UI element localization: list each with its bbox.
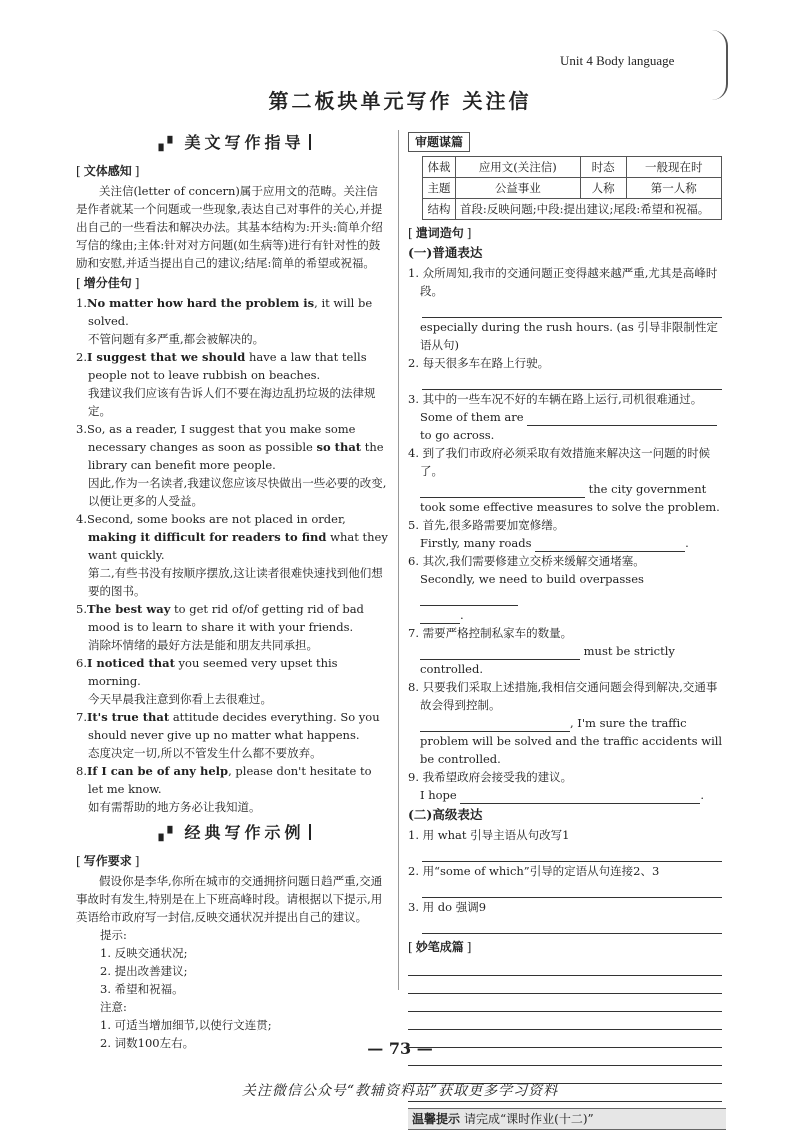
table-cell: 一般现在时 bbox=[626, 157, 721, 178]
sentence-item: 4.Second, some books are not placed in order, making it difficult for readers to find what they want quickly. bbox=[76, 512, 388, 562]
advanced-prompt: 1. 用 what 引导主语从句改写1 bbox=[408, 828, 570, 842]
exercise-prompt: 3. 其中的一些车况不好的车辆在路上运行,司机很难通过。 bbox=[408, 392, 703, 406]
sentence-item: 1.No matter how hard the problem is, it will be solved. bbox=[76, 296, 373, 328]
footer-watermark: 关注微信公众号“教辅资料站”获取更多学习资料 bbox=[241, 1083, 559, 1099]
tip-bar bbox=[408, 1108, 726, 1130]
exercise-line: Some of them are bbox=[408, 408, 726, 426]
analysis-table bbox=[422, 156, 722, 220]
table-row bbox=[423, 157, 722, 178]
note-item: 1. 可适当增加细节,以使行文连贯; bbox=[100, 1018, 272, 1032]
exercise-line: I hope . bbox=[420, 788, 705, 802]
exercise-prompt: 4. 到了我们市政府必须采取有效措施来解决这一问题的时候了。 bbox=[408, 446, 711, 478]
table-cell: 公益事业 bbox=[455, 178, 580, 199]
style-tag: [ 文体感知 ] bbox=[76, 162, 388, 180]
table-row bbox=[423, 178, 722, 199]
exercise-prompt: 5. 首先,很多路需要加宽修缮。 bbox=[408, 518, 565, 532]
requirement-tag: [ 写作要求 ] bbox=[76, 852, 388, 870]
exercise-prompt: 2. 每天很多车在路上行驶。 bbox=[408, 356, 550, 370]
sentence-item: 8.If I can be of any help, please don't hesitate to let me know. bbox=[76, 764, 372, 796]
table-row bbox=[423, 199, 722, 220]
essay-line[interactable] bbox=[408, 1012, 722, 1030]
page-edge-brace bbox=[712, 30, 728, 100]
sentence-translation: 今天早晨我注意到你看上去很难过。 bbox=[88, 692, 272, 706]
table-cell: 应用文(关注信) bbox=[455, 157, 580, 178]
page-number: — 73 — bbox=[367, 1039, 433, 1058]
table-cell: 人称 bbox=[580, 178, 626, 199]
page-title: 第二板块单元写作 关注信 bbox=[268, 89, 532, 113]
answer-blank[interactable] bbox=[535, 539, 685, 552]
exercise-line: , I'm sure the traffic problem will be solved and the traffic accidents will be controlled. bbox=[420, 716, 723, 766]
sentence-translation: 第二,有些书没有按顺序摆放,这让读者很难快速找到他们想要的图书。 bbox=[88, 566, 383, 598]
guide-heading: ▗▘ 美文写作指导 bbox=[76, 134, 388, 154]
sentence-translation: 如有需帮助的地方务必让我知道。 bbox=[88, 800, 261, 814]
style-text: 关注信(letter of concern)属于应用文的范畴。关注信是作者就某一个问题或一些现象,表达自己对事件的关心,并提出自己的一些看法和解决办法。其基本结构为:开头:简单介绍写信的缘由;主体:针对对方问题(如生病等)进行有针对性的鼓励和安慰,并适当提出自己的建议;结尾:简单的希望或祝福。 bbox=[76, 184, 383, 270]
plan-tag: 审题谋篇 bbox=[408, 132, 470, 152]
tip-label: 温馨提示 bbox=[412, 1112, 461, 1126]
answer-blank[interactable] bbox=[422, 300, 722, 318]
exercise-prompt: 8. 只要我们采取上述措施,我相信交通问题会得到解决,交通事故会得到控制。 bbox=[408, 680, 718, 712]
example-heading: ▗▘ 经典写作示例 bbox=[76, 824, 388, 844]
bookmark-icon: ▗▘ bbox=[153, 827, 182, 842]
normal-title: (一)普通表达 bbox=[408, 245, 483, 260]
answer-blank[interactable] bbox=[527, 413, 717, 426]
hint-item: 3. 希望和祝福。 bbox=[100, 982, 184, 996]
unit-header: Unit 4 Body language bbox=[560, 53, 675, 68]
exercise-line: Secondly, we need to build overpasses bbox=[408, 570, 726, 606]
right-column bbox=[408, 130, 726, 1130]
bookmark-icon: ▗▘ bbox=[153, 137, 182, 152]
hint-item: 2. 提出改善建议; bbox=[100, 964, 188, 978]
note-label: 注意: bbox=[100, 1000, 127, 1014]
tip-text: 请完成“课时作业(十二)” bbox=[464, 1112, 594, 1126]
answer-blank[interactable] bbox=[422, 916, 722, 934]
sentence-item: 5.The best way to get rid of/of getting rid of bad mood is to learn to share it with your friends. bbox=[76, 602, 364, 634]
essay-tag: [ 妙笔成篇 ] bbox=[408, 938, 726, 956]
sentence-item: 7.It's true that attitude decides everything. So you should never give up no matter what happens. bbox=[76, 710, 380, 742]
sentence-translation: 消除坏情绪的最好方法是能和朋友共同承担。 bbox=[88, 638, 318, 652]
words-tag: [ 遣词造句 ] bbox=[408, 224, 726, 242]
exercise-prompt: 1. 众所周知,我市的交通问题正变得越来越严重,尤其是高峰时段。 bbox=[408, 266, 718, 298]
sentence-list bbox=[76, 294, 388, 816]
table-cell: 时态 bbox=[580, 157, 626, 178]
table-cell: 结构 bbox=[423, 199, 456, 220]
note-item: 2. 词数100左右。 bbox=[100, 1036, 195, 1050]
answer-blank[interactable] bbox=[420, 593, 518, 606]
table-cell: 首段:反映问题;中段:提出建议;尾段:希望和祝福。 bbox=[455, 199, 721, 220]
sentence-translation: 不管问题有多严重,都会被解决的。 bbox=[88, 332, 265, 346]
sentences-tag: [ 增分佳句 ] bbox=[76, 274, 388, 292]
advanced-title: (二)高级表达 bbox=[408, 807, 483, 822]
exercise-line: the city government took some effective measures to solve the problem. bbox=[420, 482, 720, 514]
answer-blank[interactable] bbox=[420, 647, 580, 660]
exercise-line: . bbox=[408, 606, 726, 624]
exercise-english: to go across. bbox=[420, 428, 495, 442]
sentence-item: 3.So, as a reader, I suggest that you make some necessary changes as soon as possible so that the library can benefit more people. bbox=[76, 422, 384, 472]
requirement-text: 假设你是李华,你所在城市的交通拥挤问题日趋严重,交通事故时有发生,特别是在上下班高峰时段。请根据以下提示,用英语给市政府写一封信,反映交通状况并提出自己的建议。 bbox=[76, 874, 383, 924]
sentence-translation: 态度决定一切,所以不管发生什么都不要放弃。 bbox=[88, 746, 322, 760]
hint-label: 提示: bbox=[100, 928, 127, 942]
left-column bbox=[76, 130, 388, 1052]
essay-line[interactable] bbox=[408, 958, 722, 976]
exercise-prompt: 7. 需要严格控制私家车的数量。 bbox=[408, 626, 573, 640]
advanced-prompt: 2. 用“some of which”引导的定语从句连接2、3 bbox=[408, 864, 660, 878]
answer-blank[interactable] bbox=[420, 719, 570, 732]
table-cell: 主题 bbox=[423, 178, 456, 199]
table-cell: 体裁 bbox=[423, 157, 456, 178]
sentence-item: 2.I suggest that we should have a law that tells people not to leave rubbish on beaches. bbox=[76, 350, 367, 382]
hint-item: 1. 反映交通状况; bbox=[100, 946, 188, 960]
sentence-translation: 我建议我们应该有告诉人们不要在海边乱扔垃圾的法律规定。 bbox=[88, 386, 376, 418]
answer-blank[interactable] bbox=[422, 372, 722, 390]
essay-line[interactable] bbox=[408, 976, 722, 994]
answer-blank[interactable] bbox=[422, 844, 722, 862]
exercise-line: Firstly, many roads . bbox=[420, 536, 689, 550]
exercise-prompt: 6. 其次,我们需要修建立交桥来缓解交通堵塞。 bbox=[408, 554, 645, 568]
sentence-translation: 因此,作为一名读者,我建议您应该尽快做出一些必要的改变,以便让更多的人受益。 bbox=[88, 476, 387, 508]
answer-blank[interactable] bbox=[420, 611, 460, 624]
table-cell: 第一人称 bbox=[626, 178, 721, 199]
sentence-item: 6.I noticed that you seemed very upset this morning. bbox=[76, 656, 338, 688]
advanced-prompt: 3. 用 do 强调9 bbox=[408, 900, 487, 914]
column-divider bbox=[398, 130, 399, 990]
essay-line[interactable] bbox=[408, 994, 722, 1012]
exercise-prompt: 9. 我希望政府会接受我的建议。 bbox=[408, 770, 573, 784]
exercise-line: must be strictly controlled. bbox=[420, 644, 675, 676]
answer-blank[interactable] bbox=[460, 791, 700, 804]
answer-blank[interactable] bbox=[422, 880, 722, 898]
answer-blank[interactable] bbox=[420, 485, 585, 498]
exercise-english: especially during the rush hours. (as 引导非限制性定语从句) bbox=[420, 320, 718, 352]
